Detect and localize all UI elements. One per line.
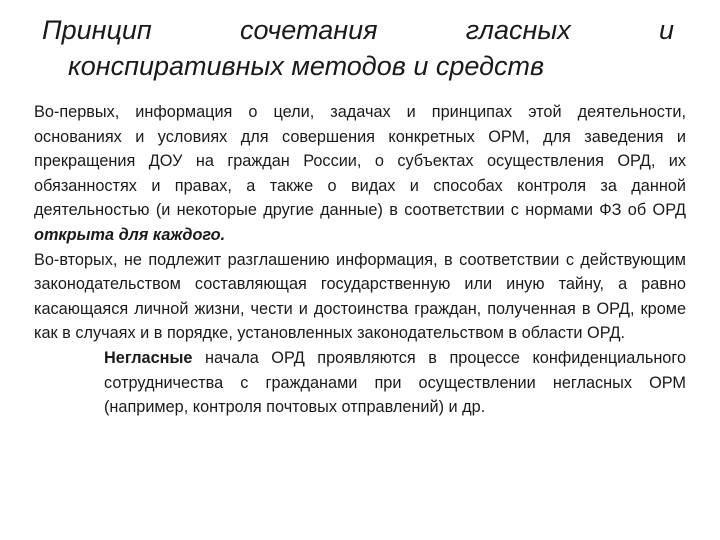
slide-body — [34, 100, 686, 420]
paragraph-first-emphasis: открыта для каждого. — [34, 225, 226, 244]
paragraph-third — [34, 346, 686, 420]
paragraph-third-strong: Негласные — [104, 348, 193, 367]
paragraph-third-text: начала ОРД проявляются в процессе конфиденциального сотрудничества с гражданами при осуществлении негласных ОРМ (например, контроля почтовых отправлений) и др. — [104, 348, 686, 417]
slide-title — [42, 12, 674, 84]
paragraph-first — [34, 100, 686, 248]
paragraph-second: Во-вторых, не подлежит разглашению информация, в соответствии с действующим законодательством составляющая государственную или иную тайну, а равно касающаяся личной жизни, чести и достоинства граждан, полученная в ОРД, кроме как в случаях и в порядке, установленных законодательством в области ОРД. — [34, 250, 686, 343]
title-line-2: конспиративных методов и средств — [68, 51, 545, 81]
title-line-1: Принцип сочетания гласных и — [42, 15, 674, 45]
paragraph-first-text: Во-первых, информация о цели, задачах и принципах этой деятельности, основаниях и условиях для совершения конкретных ОРМ, для заведения и прекращения ДОУ на граждан России, о субъектах осуществления ОРД, их обязанностях и правах, а также о видах и способах контроля за данной деятельностью (и некоторые другие данные) в соответствии с нормами ФЗ об ОРД — [34, 103, 686, 220]
